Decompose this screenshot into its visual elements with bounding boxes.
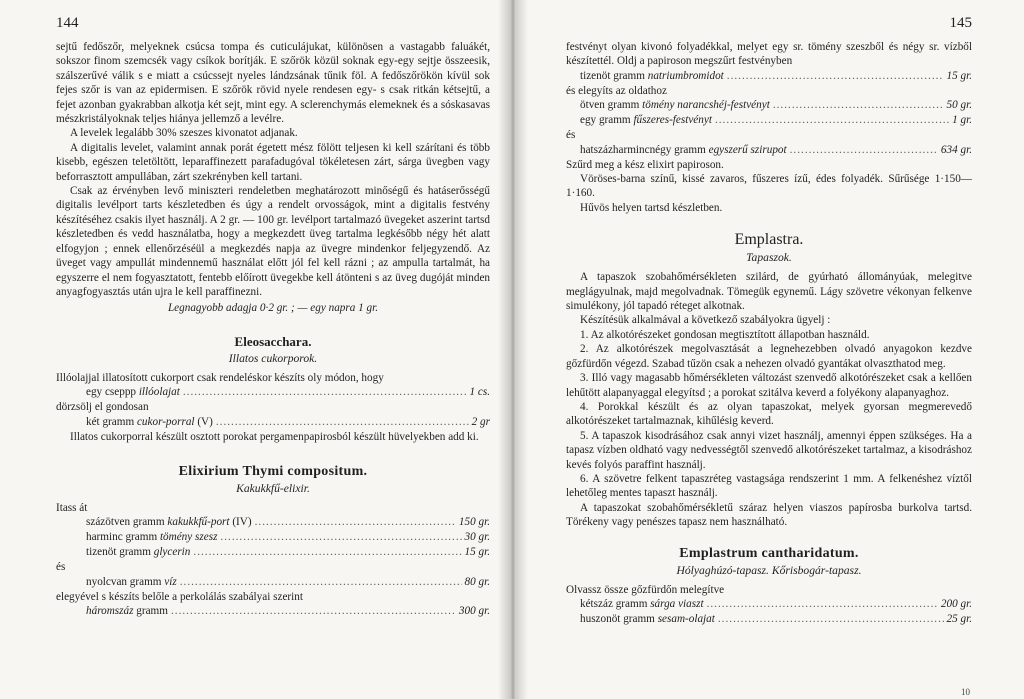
paragraph: Illatos cukorporral készült osztott porokat pergamenpapirosból készült hüvelyekben add ki. <box>70 430 479 443</box>
section-subtitle: Illatos cukorporok. <box>228 351 318 365</box>
section-subtitle: Hólyaghúzó-tapasz. Kőrisbogár-tapasz. <box>676 563 862 577</box>
rule-item: 2. Az alkotórészek megolvasztását a legnehezebben olvadó anyagokon kezdve gőzfürdőn végezd. Szabad tűzön csak a nehezen olvadó gyantákat olvaszthatod meg. <box>566 343 972 370</box>
paragraph: A tapaszokat szobahőmérsékletű száraz helyen viaszos papírosba burkolva tartsd. Törékeny vagy penészes tapasz nem használható. <box>566 501 972 529</box>
section-subtitle: Tapaszok. <box>746 251 792 265</box>
paragraph: Készítésük alkalmával a következő szabályokra ügyelj : <box>580 314 831 327</box>
paragraph: dörzsölj el gondosan <box>56 401 149 414</box>
paragraph: A tapaszok szobahőmérsékleten szilárd, de gyúrható állományúak, melegitve meglágyulnak, majd megolvadnak. Tömegük egynemű. Lágy szövetre vékonyan felkenve simulékony, jól tapadó réteget alkotnak. <box>566 271 972 313</box>
recipe-row: tizenöt gramm natriumbromidot ..... 15 gr. <box>566 69 972 84</box>
recipe-row: két gramm cukor-porral (V) ..... 2 gr <box>56 415 490 430</box>
paragraph: és elegyíts az oldathoz <box>566 84 667 97</box>
paragraph: Itass át <box>56 501 88 514</box>
section-title-elixirium: Elixirium Thymi compositum. <box>178 463 368 479</box>
signature-mark: 10 <box>961 687 970 697</box>
recipe-row: huszonöt gramm sesam-olajat ..... 25 gr. <box>566 612 972 627</box>
recipe-row: harminc gramm tömény szesz ..... 30 gr. <box>56 530 490 545</box>
rule-item: 6. A szövetre felkent tapaszréteg vastagsága rendszerint 1 mm. A felkenéshez víztől lehetőleg mentes tapaszt használj. <box>566 472 972 500</box>
paragraph: festvényt olyan kivonó folyadékkal, melyet egy sr. tömény szeszből és négy sr. vízből készítettél. Oldj a papiroson megszűrt festvényben <box>566 41 972 68</box>
paragraph: és <box>56 561 66 574</box>
paragraph: A levelek legalább 30% szeszes kivonatot adjanak. <box>70 127 298 140</box>
paragraph: Hűvös helyen tartsd készletben. <box>580 201 723 214</box>
page-number-left: 144 <box>56 15 79 31</box>
page-number-right: 145 <box>949 15 972 31</box>
rule-item: 3. Illó vagy magasabb hőmérsékleten változást szenvedő alkotórészeket csak a kellően lehűtött alapanyaggal elegyítsd ; a porokat szitálva keverd a folyékony alapanyaghoz. <box>566 372 972 399</box>
book-gutter-shadow <box>498 0 528 699</box>
paragraph: Szűrd meg a kész elixirt papiroson. <box>566 158 724 171</box>
paragraph: A digitalis levelet, valamint annak porát égetett mész fölött teljesen ki kell szárítani és több kisebb, egészen teletöltött, leparaffinezett parafadugóval tökéletesen zárt, sárga üvegben vagy beforrasztott ampullában, zárt szekrényben kell tartani. <box>56 141 490 183</box>
recipe-row: százötven gramm kakukkfű-port (IV) ..... 150 gr. <box>56 515 490 530</box>
paragraph: Illóolajjal illatosított cukorport csak rendeléskor készíts oly módon, hogy <box>56 371 384 384</box>
recipe-row: kétszáz gramm sárga viaszt ..... 200 gr. <box>566 597 972 612</box>
section-title-eleosacchara: Eleosacchara. <box>234 333 312 349</box>
paragraph: elegyével s készíts belőle a perkolálás szabályai szerint <box>56 590 303 603</box>
paragraph: Vöröses-barna színű, kissé zavaros, fűszeres ízű, édes folyadék. Sűrűsége 1·150—1·160. <box>566 173 972 200</box>
paragraph: sejtű fedőszőr, melyeknek csúcsa tompa és cuticulájukat, különösen a vastagabb faluákét, sokszor finom szemcsék vagy csíkok borítják. E szőrök közül soknak egy-egy sejtje összeesik, szálszerűvé válik s e miatt a csúcssejt nyeles lándzsának tűnik föl. A fedőszőrökön kívül sok fejes szőr is van az epidermisen. E szőrök rövid nyele rendesen egy- s csak ritkán kétsejtű, a fejet azonban gyakrabban alkotja két sejt, mint egy. A sclerenchymás elemeknek és a sóskasavas mészkristályoknak teljes hiánya jellemző a levélre. <box>56 41 490 126</box>
max-dose-line: Legnagyobb adagja 0·2 gr. ; — egy napra 1 gr. <box>167 302 379 315</box>
recipe-row: egy gramm fűszeres-festvényt ..... 1 gr. <box>566 113 972 128</box>
recipe-row: háromszáz gramm ..... 300 gr. <box>56 604 490 619</box>
rule-item: 4. Porokkal készült és az olyan tapaszokat, melyek gyorsan megmerevedő alkotórészeket tartalmaznak, kihűlésig keverd. <box>566 400 972 428</box>
recipe-row: hatszázharmincnégy gramm egyszerű szirupot ..... 634 gr. <box>566 143 972 158</box>
right-page <box>512 0 1024 699</box>
section-title-cantharidatum: Emplastrum cantharidatum. <box>679 545 859 561</box>
rule-item: 1. Az alkotórészeket gondosan megtisztított állapotban használd. <box>580 328 870 341</box>
paragraph: Csak az érvényben levő miniszteri rendeletben meghatározott minőségű és hatáserősségű digitalis levélport tarts készletedben és úgy a rendelt orvosságok, mint a digitalis festvény készítéséhez csakis ilyet használj. A 2 gr. — 100 gr. levélport tartalmazó üvegeket aszerint tartsd készletedben és vedd használatba, hogy a megkezdett üveg tartalma legkésőbb négy hét alatt elfogyjon ; ennek ellenőrzéséül a megkezdés napja az üvegre mindenkor feljegyzendő. Az üveget vagy ampullát mindennemű használat előtt jól fel kell rázni ; az ampulla tartalmát, ha egyszerre el nem fogyasztatott, fentebb előírott üvegekbe kell átönteni s az üveg dugóját minden anyagfogyasztás után ujra le kell paraffinezni. <box>56 185 490 298</box>
paragraph: és <box>566 129 576 142</box>
rule-item: 5. A tapaszok kisodrásához csak annyi vizet használj, amennyi éppen szükséges. Ha a tapasz vízben oldható vagy nedvességtől szenvedő alkotórészeket tartalmaz, a kisodráshoz kevés folyós paraffint használj. <box>566 429 972 471</box>
recipe-row: nyolcvan gramm víz ..... 80 gr. <box>56 575 490 590</box>
recipe-row: egy cseppp illóolajat ..... 1 cs. <box>56 385 490 400</box>
paragraph: Olvassz össze gőzfürdőn melegítve <box>566 583 725 596</box>
section-title-emplastra: Emplastra. <box>734 231 804 249</box>
recipe-row: ötven gramm tömény narancshéj-festvényt ..... 50 gr. <box>566 98 972 113</box>
section-subtitle: Kakukkfű-elixir. <box>236 481 310 495</box>
recipe-row: tizenöt gramm glycerin ..... 15 gr. <box>56 545 490 560</box>
